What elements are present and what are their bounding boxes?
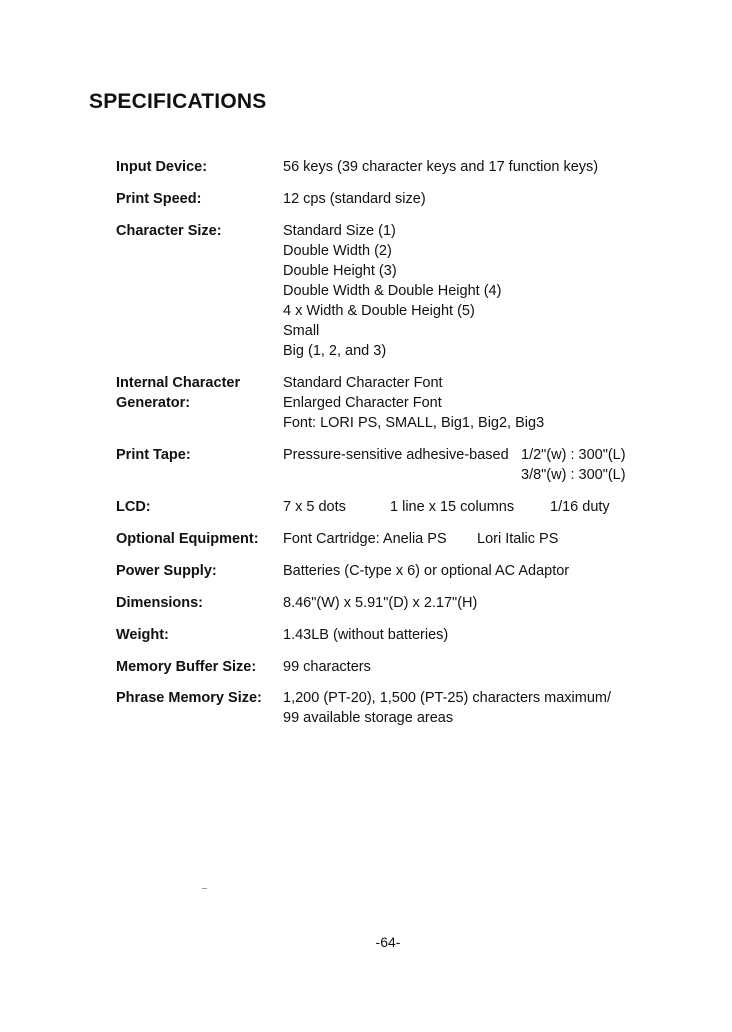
spec-value-phrase-memory-size — [283, 688, 683, 728]
spec-label-memory-buffer-size: Memory Buffer Size: — [116, 659, 257, 675]
character-size-item: Double Width & Double Height (4) — [283, 283, 502, 299]
label-line: Internal Character — [116, 375, 241, 391]
print-tape-size-2: 3/8"(w) : 300"(L) — [521, 467, 626, 483]
character-size-item: Double Height (3) — [283, 263, 397, 279]
spec-label-print-tape: Print Tape: — [116, 447, 191, 463]
character-size-item: Double Width (2) — [283, 243, 392, 259]
spec-label-power-supply: Power Supply: — [116, 563, 217, 579]
spec-value-internal-character-generator — [283, 373, 683, 433]
spec-label-weight: Weight: — [116, 627, 169, 643]
phrase-memory-line: 1,200 (PT-20), 1,500 (PT-25) characters maximum/ — [283, 690, 611, 706]
character-size-item: 4 x Width & Double Height (5) — [283, 303, 475, 319]
spec-value-weight: 1.43LB (without batteries) — [283, 627, 449, 643]
lcd-lines: 1 line x 15 columns — [390, 499, 515, 515]
spec-value-dimensions: 8.46"(W) x 5.91"(D) x 2.17"(H) — [283, 595, 478, 611]
spec-label-optional-equipment: Optional Equipment: — [116, 531, 259, 547]
page-number: -64- — [375, 934, 401, 950]
lcd-duty: 1/16 duty — [550, 499, 610, 515]
spec-label-input-device: Input Device: — [116, 159, 208, 175]
spec-value-memory-buffer-size: 99 characters — [283, 659, 371, 675]
spec-label-lcd: LCD: — [116, 499, 151, 515]
label-line: Generator: — [116, 395, 191, 411]
generator-item: Enlarged Character Font — [283, 395, 442, 411]
spec-value-print-tape — [283, 445, 683, 483]
spec-label-print-speed: Print Speed: — [116, 191, 202, 207]
spec-value-power-supply: Batteries (C-type x 6) or optional AC Adaptor — [283, 563, 570, 579]
spec-value-print-speed: 12 cps (standard size) — [283, 191, 426, 207]
page-title: SPECIFICATIONS — [89, 90, 267, 113]
phrase-memory-line: 99 available storage areas — [283, 710, 454, 726]
spec-value-character-size — [283, 221, 683, 361]
spec-label-dimensions: Dimensions: — [116, 595, 204, 611]
scan-mark — [202, 888, 207, 889]
print-tape-size-1: 1/2"(w) : 300"(L) — [521, 447, 626, 463]
spec-label-internal-character-generator — [116, 373, 281, 413]
spec-value-input-device: 56 keys (39 character keys and 17 function keys) — [283, 159, 599, 175]
spec-label-phrase-memory-size: Phrase Memory Size: — [116, 690, 262, 706]
generator-item: Standard Character Font — [283, 375, 443, 391]
spec-label-character-size: Character Size: — [116, 223, 222, 239]
optional-equipment-font: Lori Italic PS — [477, 531, 559, 547]
character-size-item: Small — [283, 323, 320, 339]
character-size-item: Standard Size (1) — [283, 223, 396, 239]
optional-equipment-cartridge: Font Cartridge: Anelia PS — [283, 531, 447, 547]
character-size-item: Big (1, 2, and 3) — [283, 343, 387, 359]
print-tape-type: Pressure-sensitive adhesive-based — [283, 447, 509, 463]
lcd-dots: 7 x 5 dots — [283, 499, 346, 515]
generator-item: Font: LORI PS, SMALL, Big1, Big2, Big3 — [283, 415, 545, 431]
